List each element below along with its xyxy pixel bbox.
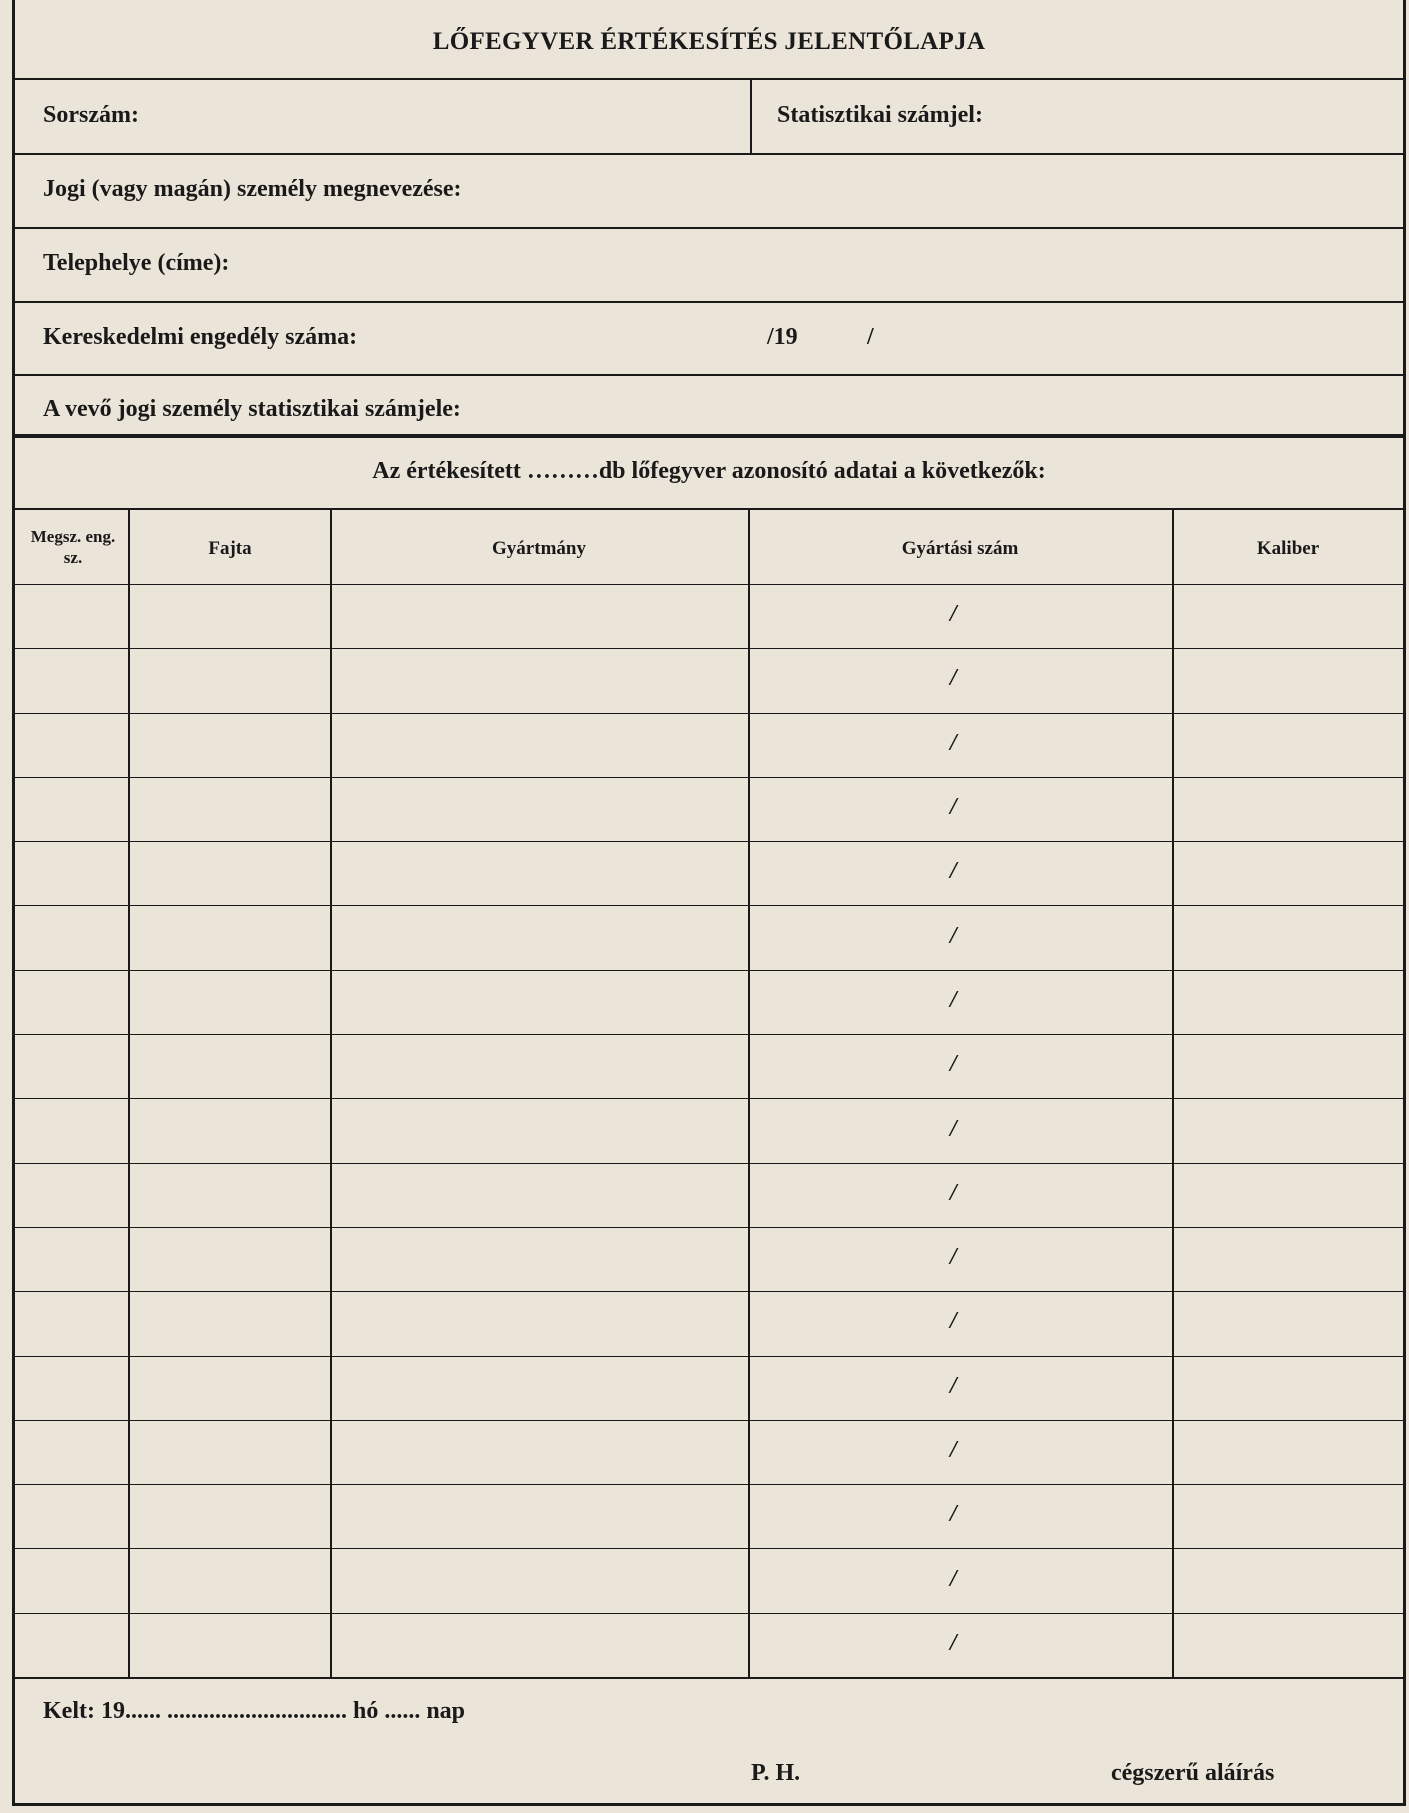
table-row-line xyxy=(15,1098,1403,1099)
statisztikai-szamjel-label: Statisztikai számjel: xyxy=(777,102,983,128)
sorszam-label: Sorszám: xyxy=(43,102,139,128)
gyartasi-szam-slash: / xyxy=(950,1180,957,1206)
gyartasi-szam-slash: / xyxy=(950,1244,957,1270)
column-divider xyxy=(1172,508,1174,1677)
divider xyxy=(750,78,752,154)
column-divider xyxy=(128,508,130,1677)
engedely-slash: / xyxy=(867,324,874,350)
table-row-line xyxy=(15,777,1403,778)
table-row-line xyxy=(15,1034,1403,1035)
table-row-line xyxy=(15,1356,1403,1357)
gyartasi-szam-slash: / xyxy=(950,1437,957,1463)
gyartasi-szam-slash: / xyxy=(950,923,957,949)
divider xyxy=(15,153,1403,155)
divider xyxy=(15,78,1403,80)
kelt-line xyxy=(43,1698,465,1725)
table-row-line xyxy=(15,584,1403,585)
vevo-statisztikai-label: A vevő jogi személy statisztikai számjele: xyxy=(43,396,461,422)
jogi-szemely-label: Jogi (vagy magán) személy megnevezése: xyxy=(43,176,462,202)
gyartasi-szam-slash: / xyxy=(950,1630,957,1656)
table-row-line xyxy=(15,970,1403,971)
kelt-text: Kelt: 19...... .............................. hó ...... nap xyxy=(43,1698,466,1724)
divider xyxy=(15,374,1403,376)
gyartasi-szam-slash: / xyxy=(950,794,957,820)
column-header-gyartasi-szam: Gyártási szám xyxy=(901,538,1019,559)
table-top-line xyxy=(15,508,1403,510)
gyartasi-szam-slash: / xyxy=(950,1051,957,1077)
ph-label: P. H. xyxy=(751,1760,801,1786)
column-header-gyartmany: Gyártmány xyxy=(492,538,586,559)
table-row-line xyxy=(15,1548,1403,1549)
table-row-line xyxy=(15,1613,1403,1614)
section-title: Az értékesített ………db lőfegyver azonosító adatai a következők: xyxy=(372,458,1046,484)
gyartasi-szam-slash: / xyxy=(950,1308,957,1334)
gyartasi-szam-slash: / xyxy=(950,730,957,756)
gyartasi-szam-slash: / xyxy=(950,1501,957,1527)
divider xyxy=(15,227,1403,229)
gyartasi-szam-slash: / xyxy=(950,665,957,691)
table-row-line xyxy=(15,1227,1403,1228)
gyartasi-szam-slash: / xyxy=(950,601,957,627)
divider xyxy=(15,301,1403,303)
column-divider xyxy=(330,508,332,1677)
report-form xyxy=(12,0,1406,1806)
table-row-line xyxy=(15,841,1403,842)
form-title: LŐFEGYVER ÉRTÉKESÍTÉS JELENTŐLAPJA xyxy=(432,28,986,55)
table-row-line xyxy=(15,1677,1403,1678)
signature-label: cégszerű aláírás xyxy=(1111,1760,1275,1786)
table-row-line xyxy=(15,648,1403,649)
section-divider xyxy=(15,434,1403,438)
column-divider xyxy=(748,508,750,1677)
kereskedelmi-engedely-label: Kereskedelmi engedély száma: xyxy=(43,324,358,350)
engedely-year: /19 xyxy=(767,324,798,350)
gyartasi-szam-slash: / xyxy=(950,1373,957,1399)
gyartasi-szam-slash: / xyxy=(950,987,957,1013)
column-header-megsz: Megsz. eng. sz. xyxy=(30,527,116,567)
table-row-line xyxy=(15,1291,1403,1292)
table-row-line xyxy=(15,1163,1403,1164)
table-row-line xyxy=(15,905,1403,906)
table-row-line xyxy=(15,1484,1403,1485)
telephely-label: Telephelye (címe): xyxy=(43,250,230,276)
gyartasi-szam-slash: / xyxy=(950,858,957,884)
column-header-fajta: Fajta xyxy=(208,538,252,559)
gyartasi-szam-slash: / xyxy=(950,1566,957,1592)
table-row-line xyxy=(15,713,1403,714)
table-row-line xyxy=(15,1420,1403,1421)
column-header-kaliber: Kaliber xyxy=(1256,538,1320,559)
gyartasi-szam-slash: / xyxy=(950,1116,957,1142)
